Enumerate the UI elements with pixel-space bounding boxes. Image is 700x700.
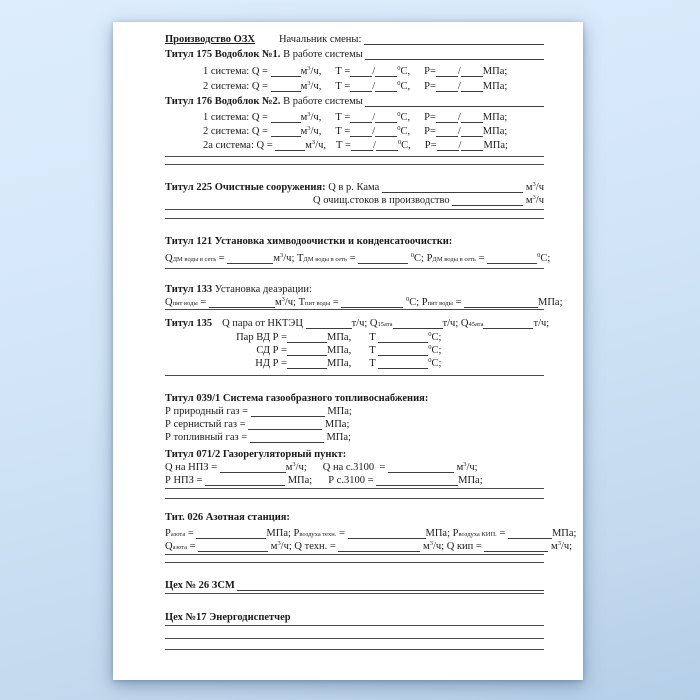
superscript-label: 3 [277, 540, 281, 547]
label-text: Т = [335, 126, 351, 137]
label-text: Т = [335, 81, 351, 92]
subscript-label: воздуха КИП. [458, 531, 497, 538]
label-text: = [185, 528, 197, 539]
label-text: м [300, 66, 308, 77]
label-text: Пар ВД Р = [236, 332, 287, 343]
label-text: / [372, 66, 376, 77]
form-line [165, 95, 544, 108]
form-line [165, 579, 544, 592]
label-text: МПа; [322, 419, 350, 430]
horizontal-rule [165, 638, 544, 639]
label-text: Титул 175 Водоблок №1. [165, 49, 281, 60]
fill-in-blank [378, 357, 428, 369]
form-lines [165, 33, 577, 650]
label-text: 2а система: Q = [203, 140, 276, 151]
fill-in-blank [287, 357, 327, 369]
label-text: МПа; [483, 140, 508, 151]
form-line [165, 194, 544, 207]
subscript-label: пит воды [427, 300, 453, 307]
fill-in-blank [375, 125, 397, 137]
label-text: МПа, [327, 358, 352, 369]
fill-in-blank [452, 194, 523, 206]
label-text: /ч; [466, 462, 478, 473]
horizontal-rule [165, 218, 544, 219]
fill-in-blank [388, 461, 454, 473]
label-text: м [285, 462, 293, 473]
form-line [165, 235, 544, 248]
subscript-label: пит воды [172, 300, 198, 307]
fill-in-blank [436, 125, 458, 137]
label-text: МПа; Р [425, 528, 459, 539]
label-text: м [274, 297, 282, 308]
superscript-label: 0 [397, 139, 402, 146]
subscript-label: ДМ воды в сеть [172, 256, 217, 263]
label-text: МПа; [538, 297, 563, 308]
label-text: / [372, 112, 376, 123]
form-line [165, 181, 544, 194]
label-text: Р природный газ = [165, 406, 251, 417]
label-text: м [268, 541, 278, 552]
subscript-label: пит воды [305, 300, 331, 307]
label-text: 2 система: Q = [203, 126, 271, 137]
form-line [165, 125, 544, 138]
label-text: = [476, 253, 488, 264]
label-text: Тит. 026 Азотная станция: [165, 512, 290, 523]
fill-in-blank [437, 139, 459, 151]
superscript-label: 3 [429, 540, 433, 547]
fill-in-blank [461, 65, 483, 77]
label-text: /ч, [310, 66, 322, 77]
horizontal-rule [165, 562, 544, 563]
fill-in-blank [350, 111, 372, 123]
fill-in-blank [350, 65, 372, 77]
form-line [165, 344, 544, 357]
form-line [165, 474, 544, 487]
label-text: м [300, 126, 308, 137]
label-text: С; Р [414, 253, 433, 264]
label-text: Р= [424, 126, 436, 137]
superscript-label: 3 [463, 461, 467, 468]
subscript-label: азота [170, 531, 186, 538]
label-text: С, [401, 140, 411, 151]
form-line [165, 611, 544, 624]
superscript-label: 3 [307, 125, 311, 132]
form-line [165, 252, 551, 265]
label-text: 1 система: Q = [203, 66, 271, 77]
form-line [165, 317, 550, 330]
fill-in-blank [350, 125, 372, 137]
form-line [165, 418, 544, 431]
horizontal-rule [165, 649, 544, 650]
label-text: м [300, 81, 308, 92]
fill-in-blank [205, 474, 285, 486]
label-text: С, [400, 126, 411, 137]
superscript-label: 0 [406, 296, 410, 303]
label-text: = [330, 297, 342, 308]
fill-in-blank [338, 540, 420, 552]
fill-in-blank [365, 48, 544, 60]
label-text: Р= [424, 112, 436, 123]
horizontal-rule [165, 309, 544, 310]
label-text: м [523, 195, 533, 206]
superscript-label: 0 [428, 357, 432, 364]
fill-in-blank [375, 80, 397, 92]
superscript-label: 0 [428, 331, 432, 338]
superscript-label: 3 [311, 139, 316, 146]
label-text: Производство ОЗХ [165, 34, 255, 45]
horizontal-rule [165, 625, 544, 626]
label-text: Т = [336, 140, 351, 151]
fill-in-blank [275, 139, 305, 151]
horizontal-rule [165, 488, 544, 489]
form-line [165, 111, 544, 124]
label-text: м [523, 182, 533, 193]
label-text: МПа; Р [266, 528, 300, 539]
label-text: Титул 135 [165, 318, 213, 329]
fill-in-blank [484, 540, 548, 552]
label-text: Р= [424, 66, 436, 77]
subscript-label: 15ата [377, 321, 393, 328]
label-text: МПа, [327, 345, 352, 356]
label-text: МПа; [285, 475, 313, 486]
label-text: Титул 039/1 Система газообразного топливоснабжения: [165, 393, 429, 404]
label-text: МПа; [482, 112, 508, 123]
label-text: м [305, 140, 312, 151]
superscript-label: 0 [397, 80, 401, 87]
label-text: Т [369, 332, 379, 343]
label-text: Q очищ.стоков в производство [313, 195, 453, 206]
fill-in-blank [248, 418, 322, 430]
form-line [165, 48, 544, 61]
label-text: /ч; Т [283, 253, 304, 264]
horizontal-rule [165, 593, 544, 594]
superscript-label: 3 [557, 540, 561, 547]
fill-in-blank [382, 181, 523, 193]
label-text: = [197, 297, 209, 308]
form-line [165, 431, 544, 444]
label-text: / [457, 81, 461, 92]
fill-in-blank [351, 139, 373, 151]
fill-in-blank [271, 65, 301, 77]
fill-in-blank [220, 461, 286, 473]
label-text: МПа; [551, 528, 577, 539]
label-text: В работе системы [280, 49, 366, 60]
horizontal-rule [165, 375, 544, 376]
label-text: / [457, 112, 461, 123]
label-text: /ч; Q кип = [432, 541, 485, 552]
label-text: м [453, 462, 464, 473]
label-text: /ч, [315, 140, 326, 151]
label-text: /ч; [560, 541, 573, 552]
fill-in-blank [464, 296, 538, 308]
label-text: /ч; [295, 462, 307, 473]
label-text: МПа; [482, 66, 508, 77]
horizontal-rule [165, 164, 544, 165]
fill-in-blank [375, 65, 397, 77]
label-text: Титул 133 [165, 284, 215, 295]
label-text: Титул 225 Очистные сооружения: [165, 182, 329, 193]
subscript-label: воздуха техн. [299, 531, 337, 538]
label-text: т/ч; [533, 318, 550, 329]
label-text: Р топливный газ = [165, 432, 250, 443]
label-text: 1 система: Q = [203, 112, 271, 123]
form-line [165, 33, 544, 46]
label-text: С; [540, 253, 551, 264]
fill-in-blank [461, 125, 483, 137]
label-text: С, [400, 66, 411, 77]
fill-in-blank [196, 527, 266, 539]
form-line [165, 511, 544, 524]
fill-in-blank [227, 252, 273, 264]
document-page [113, 22, 583, 680]
superscript-label: 0 [397, 125, 401, 132]
fill-in-blank [378, 344, 428, 356]
superscript-label: 3 [292, 461, 296, 468]
label-text: С; [431, 332, 442, 343]
label-text: МПа; [323, 432, 351, 443]
label-text: / [457, 66, 461, 77]
form-line [165, 405, 544, 418]
form-line [165, 461, 544, 474]
label-text: / [457, 126, 461, 137]
fill-in-blank [271, 125, 301, 137]
form-line [165, 80, 544, 93]
form-line [165, 392, 544, 405]
label-text: МПа, [327, 332, 352, 343]
fill-in-blank [436, 80, 458, 92]
label-text: = [216, 253, 228, 264]
fill-in-blank [250, 431, 324, 443]
fill-in-blank [393, 317, 443, 329]
label-text: Титул 121 Установка химводоочистки и конденсатоочистки: [165, 236, 453, 247]
label-text: / [458, 140, 462, 151]
label-text: МПа; [458, 475, 483, 486]
form-line [165, 331, 544, 344]
label-text: Р с.3100 = [328, 475, 377, 486]
fill-in-blank [287, 344, 327, 356]
label-text: /ч; Т [284, 297, 306, 308]
superscript-label: 0 [397, 111, 401, 118]
superscript-label: 3 [532, 194, 536, 201]
label-text: С; [431, 345, 442, 356]
fill-in-blank [350, 80, 372, 92]
label-text: = [186, 541, 199, 552]
label-text: Т [369, 358, 379, 369]
label-text: /ч, [310, 112, 322, 123]
subscript-label: ДМ воды в сеть [303, 256, 347, 263]
label-text: Начальник смены: [278, 34, 364, 45]
horizontal-rule [165, 554, 544, 555]
fill-in-blank [209, 296, 275, 308]
form-line [165, 540, 573, 553]
label-text: м [273, 253, 280, 264]
horizontal-rule [165, 209, 544, 210]
form-line [165, 139, 544, 152]
label-text: С; Р [409, 297, 428, 308]
form-line [165, 283, 544, 296]
label-text: м [420, 541, 430, 552]
form-line [165, 527, 577, 540]
label-text: Р= [424, 81, 436, 92]
label-text: Титул 176 Водоблок №2. [165, 96, 281, 107]
label-text: Q в р. Кама [328, 182, 382, 193]
label-text: Q [165, 297, 173, 308]
superscript-label: 0 [397, 65, 401, 72]
label-text: /ч [535, 195, 544, 206]
fill-in-blank [508, 527, 552, 539]
label-text: НД Р = [255, 358, 287, 369]
form-line [165, 65, 544, 78]
superscript-label: 0 [428, 344, 432, 351]
label-text: Цех № 26 ЗСМ [165, 580, 238, 591]
fill-in-blank [364, 33, 544, 45]
label-text: С, [400, 81, 411, 92]
label-text: Р сернистый газ = [165, 419, 249, 430]
form-line [165, 448, 544, 461]
superscript-label: 3 [307, 80, 311, 87]
label-text: /ч, [310, 126, 322, 137]
horizontal-rule [165, 156, 544, 157]
label-text: = [496, 528, 508, 539]
fill-in-blank [461, 111, 483, 123]
fill-in-blank [198, 540, 268, 552]
label-text: / [372, 140, 376, 151]
label-text: = [346, 253, 359, 264]
fill-in-blank [348, 527, 426, 539]
label-text: т/ч; Q [442, 318, 469, 329]
fill-in-blank [378, 331, 428, 343]
label-text: /ч, [310, 81, 322, 92]
fill-in-blank [375, 111, 397, 123]
form-line [165, 296, 563, 309]
subscript-label: азота [172, 544, 187, 551]
fill-in-blank [376, 139, 398, 151]
fill-in-blank [436, 65, 458, 77]
label-text: Р [165, 528, 171, 539]
label-text: Р= [424, 140, 437, 151]
label-text: = [452, 297, 464, 308]
subscript-label: ДМ воды в сеть [432, 256, 476, 263]
subscript-label: 45ата [468, 321, 484, 328]
label-text: Установка деаэрации: [214, 284, 312, 295]
fill-in-blank [436, 111, 458, 123]
fill-in-blank [271, 80, 301, 92]
horizontal-rule [165, 268, 544, 269]
label-text: Q на с.3100 = [322, 462, 388, 473]
label-text: С; [431, 358, 442, 369]
label-text: м [548, 541, 558, 552]
superscript-label: 3 [307, 65, 311, 72]
fill-in-blank [461, 80, 483, 92]
superscript-label: 3 [532, 181, 536, 188]
fill-in-blank [358, 252, 408, 264]
fill-in-blank [287, 331, 327, 343]
label-text: Т = [335, 112, 351, 123]
superscript-label: 0 [537, 252, 541, 259]
label-text: м [300, 112, 308, 123]
label-text: Р НПЗ = [165, 475, 206, 486]
fill-in-blank [306, 317, 352, 329]
label-text: Q [165, 541, 173, 552]
fill-in-blank [341, 296, 403, 308]
label-text: С, [400, 112, 411, 123]
superscript-label: 3 [281, 296, 285, 303]
label-text: Титул 071/2 Газорегуляторный пункт: [165, 449, 347, 460]
label-text: Q пара от НКТЭЦ [222, 318, 306, 329]
label-text: МПа; [324, 406, 352, 417]
fill-in-blank [487, 252, 537, 264]
label-text: Т = [335, 66, 351, 77]
label-text: 2 система: Q = [203, 81, 271, 92]
label-text: Цех №17 Энергодиспетчер [165, 612, 291, 623]
horizontal-rule [165, 498, 544, 499]
fill-in-blank [365, 95, 544, 107]
superscript-label: 3 [307, 111, 311, 118]
label-text: МПа; [482, 81, 508, 92]
superscript-label: 3 [280, 252, 284, 259]
label-text: В работе системы [280, 96, 366, 107]
fill-in-blank [483, 317, 533, 329]
label-text: Q на НПЗ = [165, 462, 220, 473]
superscript-label: 0 [410, 252, 415, 259]
fill-in-blank [376, 474, 458, 486]
label-text: = [336, 528, 348, 539]
label-text: Т [369, 345, 379, 356]
label-text: МПа; [482, 126, 508, 137]
label-text: /ч; Q техн. = [280, 541, 339, 552]
fill-in-blank [237, 579, 544, 591]
label-text: СД Р = [256, 345, 287, 356]
fill-in-blank [251, 405, 325, 417]
label-text: Q [165, 253, 173, 264]
label-text: /ч [535, 182, 544, 193]
label-text: / [372, 126, 376, 137]
form-line [165, 357, 544, 370]
label-text: т/ч; Q [351, 318, 378, 329]
label-text: / [372, 81, 376, 92]
fill-in-blank [458, 139, 483, 151]
fill-in-blank [271, 111, 301, 123]
